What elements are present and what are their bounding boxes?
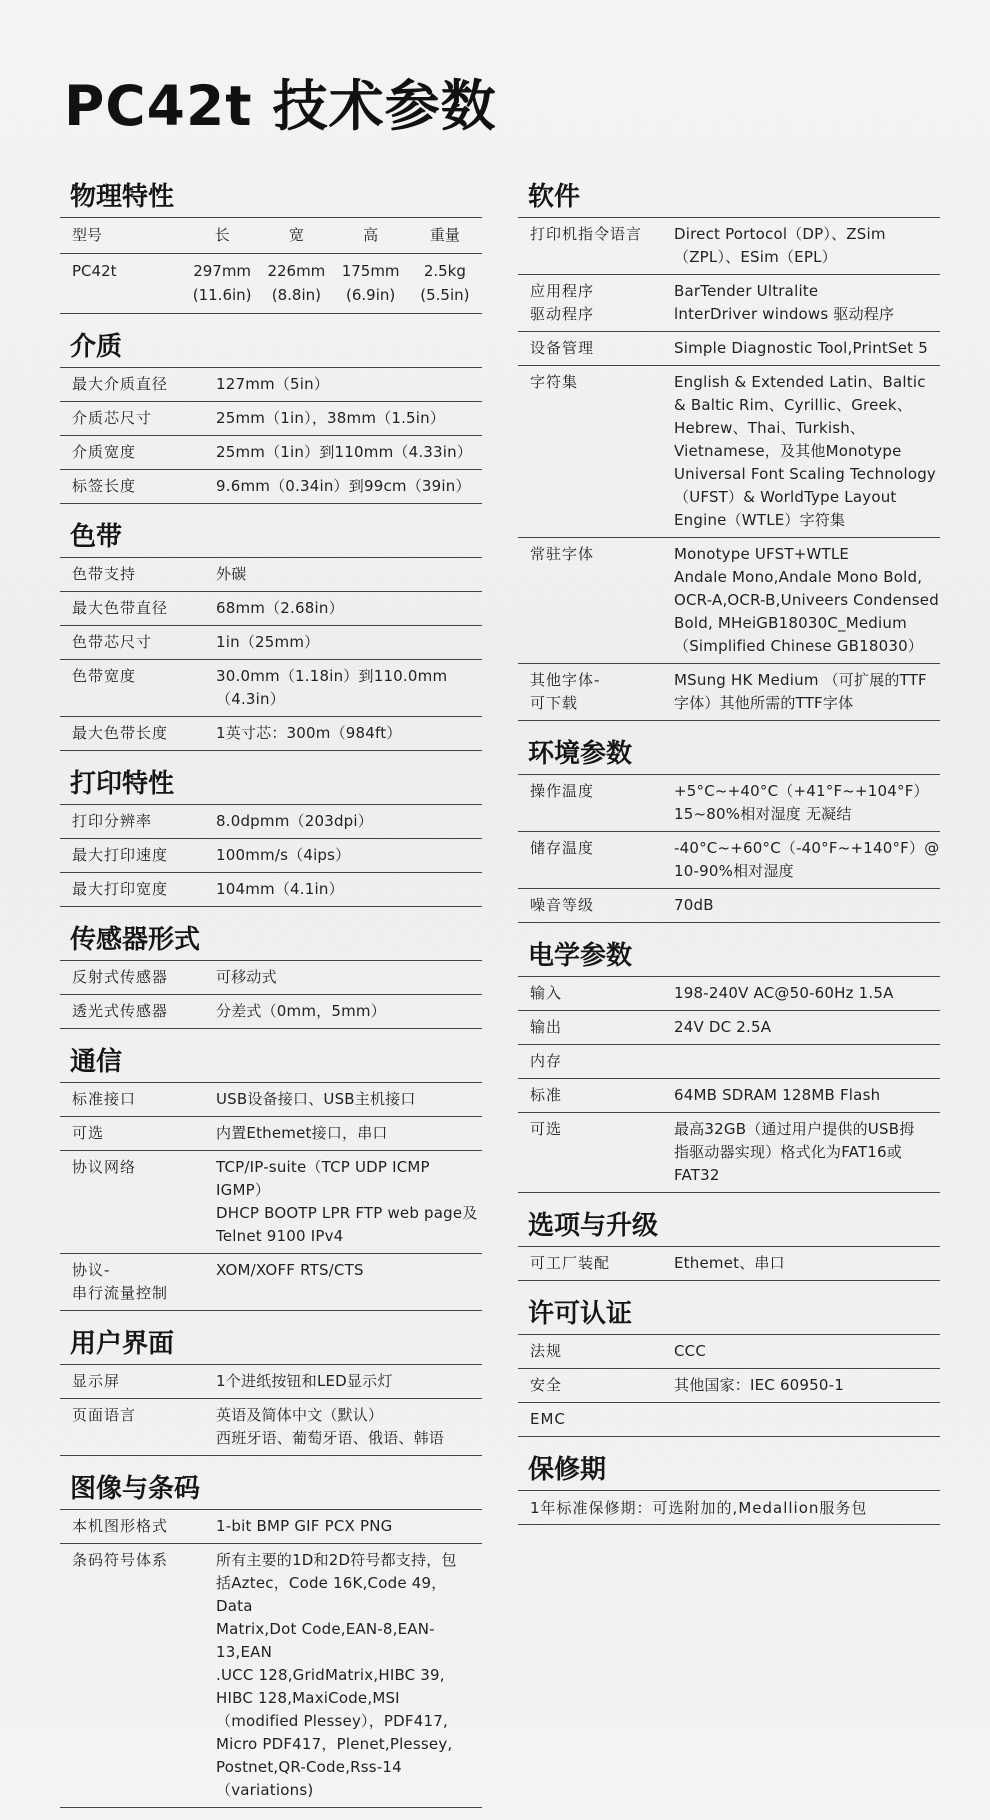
- spec-row: [60, 558, 482, 592]
- spec-key: 常驻字体: [530, 545, 595, 563]
- spec-key: 打印机指令语言: [530, 225, 643, 243]
- section-env: [518, 733, 940, 923]
- section-software: [518, 176, 940, 721]
- spec-value: 25mm（1in），38mm（1.5in）: [216, 409, 446, 427]
- section-title: 环境参数: [518, 733, 940, 775]
- spec-key: 可工厂装配: [530, 1254, 611, 1272]
- spec-key: 最大色带直径: [72, 599, 169, 617]
- spec-row: [60, 436, 482, 470]
- spec-value: -40°C~+60°C（-40°F~+140°F）@ 10-90%相对湿度: [674, 839, 940, 880]
- spec-row: [518, 332, 940, 366]
- spec-key: 最大色带长度: [72, 724, 169, 742]
- section-title: 色带: [60, 516, 482, 558]
- spec-row: [518, 538, 940, 664]
- metric-value: 2.5kg: [423, 262, 466, 280]
- spec-value: CCC: [674, 1342, 707, 1360]
- spec-key: 可选: [72, 1124, 105, 1142]
- spec-key: PC42t: [72, 262, 117, 280]
- spec-row: [518, 1079, 940, 1113]
- spec-row: [60, 592, 482, 626]
- section-comm: [60, 1041, 482, 1311]
- spec-value: 30.0mm（1.18in）到110.0mm（4.3in）: [216, 667, 448, 708]
- spec-row: [60, 1544, 482, 1808]
- spec-row: [60, 1083, 482, 1117]
- spec-value: 所有主要的1D和2D符号都支持，包 括Aztec，Code 16K,Code 49，Data Matrix,Dot Code,EAN-8,EAN-13,EAN .UCC 128,GridMatrix,HIBC 39, HIBC 128,MaxiCode,MSI （modified Plessey），PDF417, Micro PDF417，Plenet,Plessey, Postnet,QR-Code,Rss-14（variations): [216, 1551, 457, 1799]
- section-title: 选项与升级: [518, 1205, 940, 1247]
- spec-row: [60, 1510, 482, 1544]
- spec-value: 9.6mm（0.34in）到99cm（39in）: [216, 477, 471, 495]
- spec-value: XOM/XOFF RTS/CTS: [216, 1261, 364, 1279]
- spec-row: [60, 717, 482, 751]
- section-title: 软件: [518, 176, 940, 218]
- spec-row: [518, 775, 940, 832]
- section-title: 介质: [60, 326, 482, 368]
- spec-value: 1英寸芯：300m（984ft）: [216, 724, 402, 742]
- section-title: 保修期: [518, 1449, 940, 1491]
- section-ribbon: [60, 516, 482, 751]
- spec-row: [60, 368, 482, 402]
- section-options: [518, 1205, 940, 1281]
- spec-key: 协议网络: [72, 1158, 137, 1176]
- spec-row: [60, 839, 482, 873]
- imperial-value: (11.6in): [192, 286, 252, 304]
- spec-key: 储存温度: [530, 839, 595, 857]
- spec-value: [674, 1050, 940, 1073]
- spec-value: USB设备接口、USB主机接口: [216, 1090, 416, 1108]
- spec-key: 输出: [530, 1018, 563, 1036]
- header-cell: 长: [214, 226, 230, 244]
- spec-value: English & Extended Latin、Baltic & Baltic Rim、Cyrillic、Greek、 Hebrew、Thai、Turkish、 Vietnamese，及其他Monotype Universal Font Scaling Technology （UFST）& WorldType Layout Engine（WTLE）字符集: [674, 373, 937, 529]
- section-title: 许可认证: [518, 1293, 940, 1335]
- spec-key: 法规: [530, 1342, 563, 1360]
- spec-row: [518, 218, 940, 275]
- section-print: [60, 763, 482, 907]
- spec-value: 127mm（5in）: [216, 375, 330, 393]
- spec-key: 透光式传感器: [72, 1002, 169, 1020]
- section-media: [60, 326, 482, 504]
- metric-value: 226mm: [267, 262, 326, 280]
- spec-row: [60, 961, 482, 995]
- left-column: [60, 176, 482, 1820]
- spec-key: 输入: [530, 984, 563, 1002]
- section-title: 图像与条码: [60, 1468, 482, 1510]
- spec-row: [518, 1113, 940, 1193]
- spec-key: 打印分辨率: [72, 812, 153, 830]
- spec-value: 64MB SDRAM 128MB Flash: [674, 1086, 881, 1104]
- spec-key: 字符集: [530, 373, 579, 391]
- section-title: 物理特性: [60, 176, 482, 218]
- spec-key: 操作温度: [530, 782, 595, 800]
- spec-row: [60, 1117, 482, 1151]
- spec-row: [60, 660, 482, 717]
- spec-key: EMC: [530, 1410, 566, 1428]
- spec-row: [60, 402, 482, 436]
- spec-value: 内置Ethemet接口，串口: [216, 1124, 388, 1142]
- spec-value: 1个进纸按钮和LED显示灯: [216, 1372, 393, 1390]
- spec-value: 可移动式: [216, 968, 277, 986]
- section-physical: [60, 176, 482, 314]
- section-title: 用户界面: [60, 1323, 482, 1365]
- spec-key: 可选: [530, 1120, 563, 1138]
- spec-row: [60, 873, 482, 907]
- spec-key: 介质芯尺寸: [72, 409, 153, 427]
- spec-value: 8.0dpmm（203dpi）: [216, 812, 373, 830]
- spec-row: [60, 1151, 482, 1254]
- header-cell: 高: [363, 226, 379, 244]
- spec-key: 标签长度: [72, 477, 137, 495]
- spec-value: 68mm（2.68in）: [216, 599, 344, 617]
- spec-value: Simple Diagnostic Tool,PrintSet 5: [674, 339, 928, 357]
- header-cell: 重量: [429, 226, 460, 244]
- spec-key: 色带芯尺寸: [72, 633, 153, 651]
- spec-row: [518, 889, 940, 923]
- spec-key: 最大介质直径: [72, 375, 169, 393]
- spec-value: 外碳: [216, 565, 247, 583]
- spec-row: [60, 1254, 482, 1311]
- spec-key: 色带宽度: [72, 667, 137, 685]
- spec-key: 页面语言: [72, 1406, 137, 1424]
- value-cell: [408, 259, 482, 307]
- spec-row: [60, 1399, 482, 1456]
- spec-value: 25mm（1in）到110mm（4.33in）: [216, 443, 473, 461]
- spec-row: [60, 805, 482, 839]
- spec-row: [518, 1369, 940, 1403]
- spec-key: 内存: [530, 1052, 563, 1070]
- warranty-text: 1年标准保修期：可选附加的,Medallion服务包: [518, 1491, 940, 1525]
- spec-row: [60, 1365, 482, 1399]
- spec-key: 其他字体- 可下载: [530, 671, 601, 712]
- section-ui: [60, 1323, 482, 1456]
- spec-row: [518, 366, 940, 538]
- section-title: 传感器形式: [60, 919, 482, 961]
- spec-row: [60, 626, 482, 660]
- spec-key: 反射式传感器: [72, 968, 169, 986]
- spec-key: 应用程序 驱动程序: [530, 282, 595, 323]
- right-column: [518, 176, 940, 1537]
- spec-row: [518, 1045, 940, 1079]
- spec-value: Ethemet、串口: [674, 1254, 785, 1272]
- section-cert: [518, 1293, 940, 1437]
- spec-value: +5°C~+40°C（+41°F~+104°F） 15~80%相对湿度 无凝结: [674, 782, 929, 823]
- spec-value: 英语及简体中文（默认） 西班牙语、葡萄牙语、俄语、韩语: [216, 1406, 445, 1447]
- imperial-value: (5.5in): [420, 286, 470, 304]
- spec-value: TCP/IP-suite（TCP UDP ICMP IGMP） DHCP BOOTP LPR FTP web page及 Telnet 9100 IPv4: [216, 1158, 478, 1245]
- section-warranty: [518, 1449, 940, 1525]
- section-title: 电学参数: [518, 935, 940, 977]
- spec-row: [518, 1403, 940, 1437]
- spec-row: [518, 275, 940, 332]
- imperial-value: (6.9in): [346, 286, 396, 304]
- physical-value-row: [60, 254, 482, 314]
- value-cell: [259, 259, 333, 307]
- spec-key: 介质宽度: [72, 443, 137, 461]
- spec-key: 最大打印速度: [72, 846, 169, 864]
- spec-value: 其他国家：IEC 60950-1: [674, 1376, 845, 1394]
- spec-row: [518, 1335, 940, 1369]
- spec-value: 198-240V AC@50-60Hz 1.5A: [674, 984, 894, 1002]
- spec-row: [518, 832, 940, 889]
- spec-key: 条码符号体系: [72, 1551, 169, 1569]
- spec-value: [674, 1408, 940, 1431]
- spec-value: 1-bit BMP GIF PCX PNG: [216, 1517, 393, 1535]
- spec-value: 分差式（0mm，5mm）: [216, 1002, 386, 1020]
- spec-value: 24V DC 2.5A: [674, 1018, 772, 1036]
- section-graphics: [60, 1468, 482, 1808]
- value-cell: [185, 259, 259, 307]
- physical-header-row: [60, 218, 482, 254]
- spec-row: [518, 977, 940, 1011]
- spec-key: 标准: [530, 1086, 563, 1104]
- spec-key: 协议- 串行流量控制: [72, 1261, 169, 1302]
- section-elec: [518, 935, 940, 1193]
- spec-value: BarTender Ultralite lnterDriver windows 驱动程序: [674, 282, 895, 323]
- spec-row: [518, 1247, 940, 1281]
- spec-row: [60, 470, 482, 504]
- imperial-value: (8.8in): [271, 286, 321, 304]
- spec-value: 104mm（4.1in）: [216, 880, 344, 898]
- spec-key: 设备管理: [530, 339, 595, 357]
- spec-value: Monotype UFST+WTLE Andale Mono,Andale Mono Bold, OCR-A,OCR-B,Univeers Condensed Bold, MHeiGB18030C_Medium （Simplified Chinese GB18030）: [674, 545, 939, 655]
- spec-key: 色带支持: [72, 565, 137, 583]
- spec-value: Direct Portocol（DP）、ZSim （ZPL）、ESim（EPL）: [674, 225, 886, 266]
- section-title: 通信: [60, 1041, 482, 1083]
- value-cell: [334, 259, 408, 307]
- section-title: 打印特性: [60, 763, 482, 805]
- spec-row: [60, 995, 482, 1029]
- spec-value: 最高32GB（通过用户提供的USB拇 指驱动器实现）格式化为FAT16或 FAT32: [674, 1120, 915, 1184]
- spec-row: [518, 1011, 940, 1045]
- spec-value: 1in（25mm）: [216, 633, 320, 651]
- metric-value: 297mm: [193, 262, 252, 280]
- spec-key: 本机图形格式: [72, 1517, 169, 1535]
- spec-key: 标准接口: [72, 1090, 137, 1108]
- page-title: PC42t 技术参数: [64, 74, 497, 138]
- spec-key: 安全: [530, 1376, 563, 1394]
- spec-row: [518, 664, 940, 721]
- spec-key: 型号: [72, 226, 103, 244]
- section-sensor: [60, 919, 482, 1029]
- header-cell: 宽: [288, 226, 304, 244]
- spec-key: 显示屏: [72, 1372, 121, 1390]
- metric-value: 175mm: [341, 262, 400, 280]
- spec-key: 最大打印宽度: [72, 880, 169, 898]
- spec-value: 70dB: [674, 896, 714, 914]
- spec-value: 100mm/s（4ips）: [216, 846, 351, 864]
- spec-value: MSung HK Medium （可扩展的TTF 字体）其他所需的TTF字体: [674, 671, 927, 712]
- spec-key: 噪音等级: [530, 896, 595, 914]
